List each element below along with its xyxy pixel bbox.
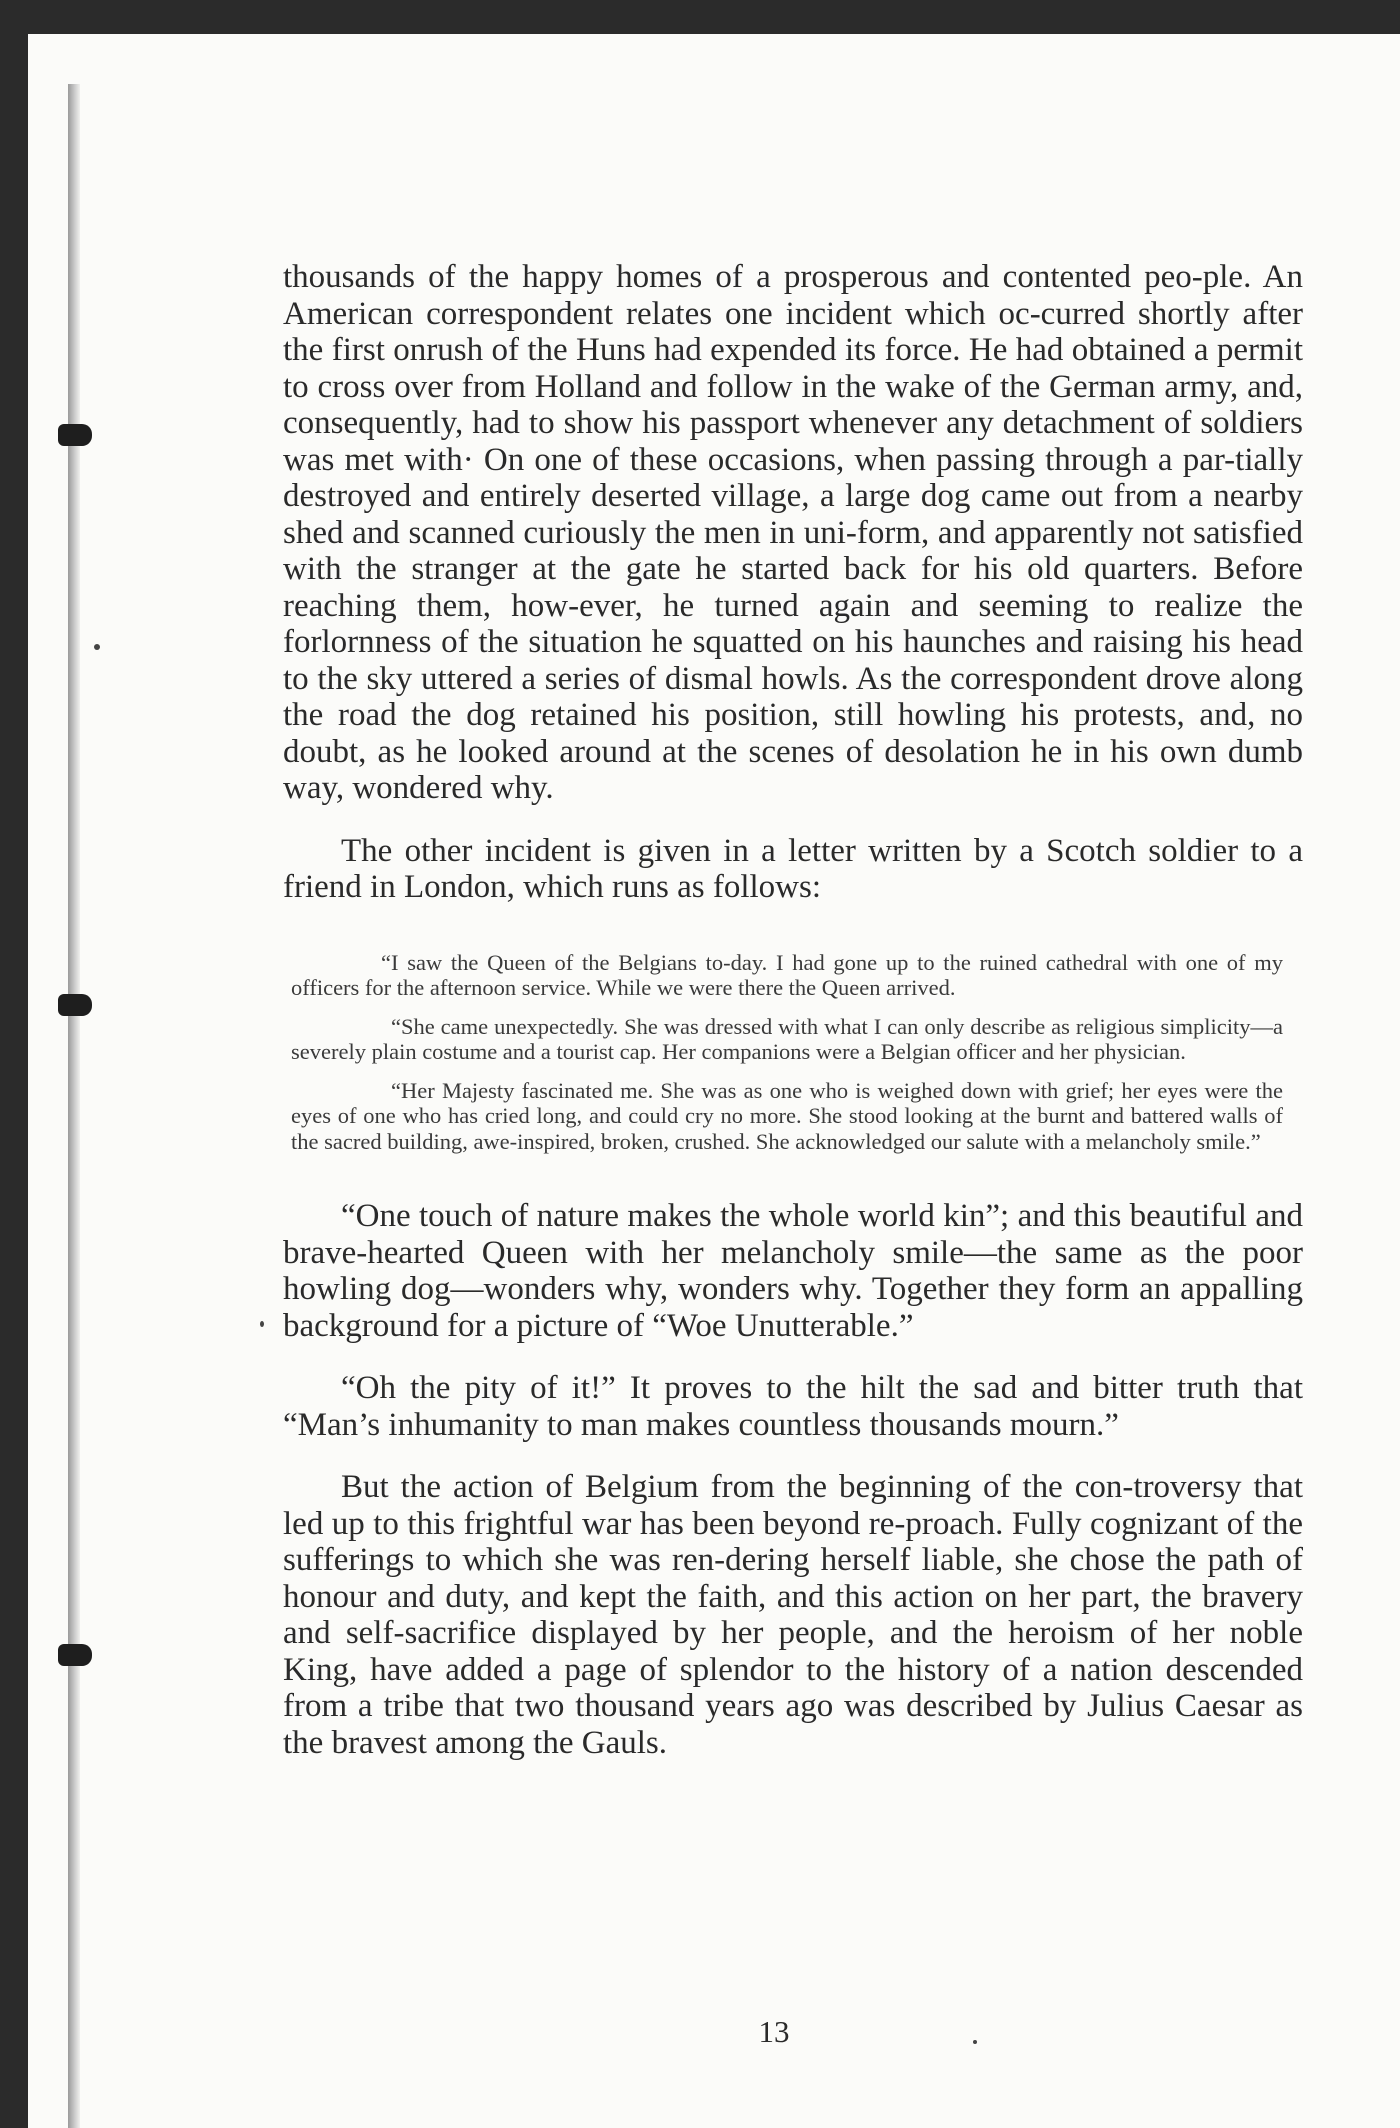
paragraph-touch-of-nature: “One touch of nature makes the whole world kin”; and this beautiful and brave-hearted Queen with her melancholy smile—the same as the poor howling dog—wonders why, wonders why. Together they form an appalling background for a picture of “Woe Unutterable.” (283, 1198, 1303, 1344)
binding-staple (58, 1644, 92, 1666)
body-text (283, 259, 1303, 1761)
paragraph-belgium-honour: But the action of Belgium from the beginning of the con-troversy that led up to this frightful war has been beyond re-proach. Fully cognizant of the sufferings to which she was ren-dering herself liable, she chose the path of honour and duty, and kept the faith, and this action on her part, the bravery and self-sacrifice displayed by her people, and the heroism of her noble King, have added a page of splendor to the history of a nation descended from a tribe that two thousand years ago was described by Julius Caesar as the bravest among the Gauls. (283, 1469, 1303, 1761)
paragraph-letter-intro: The other incident is given in a letter written by a Scotch soldier to a friend in London, which runs as follows: (283, 832, 1303, 905)
letter-quote: “Her Majesty fascinated me. She was as one who is weighed down with grief; her eyes were the eyes of one who has cried long, and could cry no more. She stood looking at the burnt and battered walls of the sacred building, awe-inspired, broken, crushed. She acknowledged our salute with a melancholy smile.” (291, 1077, 1283, 1154)
print-speck (260, 1321, 264, 1327)
print-speck (973, 2040, 977, 2044)
page-number: 13 (758, 2014, 790, 2049)
paragraph-dog-story: thousands of the happy homes of a prosperous and contented peo-ple. An American correspondent relates one incident which oc-curred shortly after the first onrush of the Huns had expended its force. He had obtained a permit to cross over from Holland and follow in the wake of the German army, and, consequently, had to show his passport whenever any detachment of soldiers was met with· On one of these occasions, when passing through a par-tially destroyed and entirely deserted village, a large dog came out from a nearby shed and scanned curiously the men in uni-form, and apparently not satisfied with the stranger at the gate he started back for his old quarters. Before reaching them, how-ever, he turned again and seeming to realize the forlornness of the situation he squatted on his haunches and raising his head to the sky uttered a series of dismal howls. As the correspondent drove along the road the dog retained his position, still howling his protests, and, no doubt, as he looked around at the scenes of desolation he in his own dumb way, wondered why. (283, 259, 1303, 806)
paragraph-pity: “Oh the pity of it!” It proves to the hilt the sad and bitter truth that “Man’s inhumanity to man makes countless thousands mourn.” (283, 1370, 1303, 1443)
print-speck (94, 644, 100, 650)
page-binding-edge (68, 84, 80, 2128)
book-page (28, 34, 1400, 2128)
binding-staple (58, 994, 92, 1016)
binding-staple (58, 424, 92, 446)
letter-quote: “I saw the Queen of the Belgians to-day. I had gone up to the ruined cathedral with one of my officers for the afternoon service. While we were there the Queen arrived. (291, 949, 1283, 1000)
letter-quote: “She came unexpectedly. She was dressed with what I can only describe as religious simplicity—a severely plain costume and a tourist cap. Her companions were a Belgian officer and her physician. (291, 1013, 1283, 1064)
